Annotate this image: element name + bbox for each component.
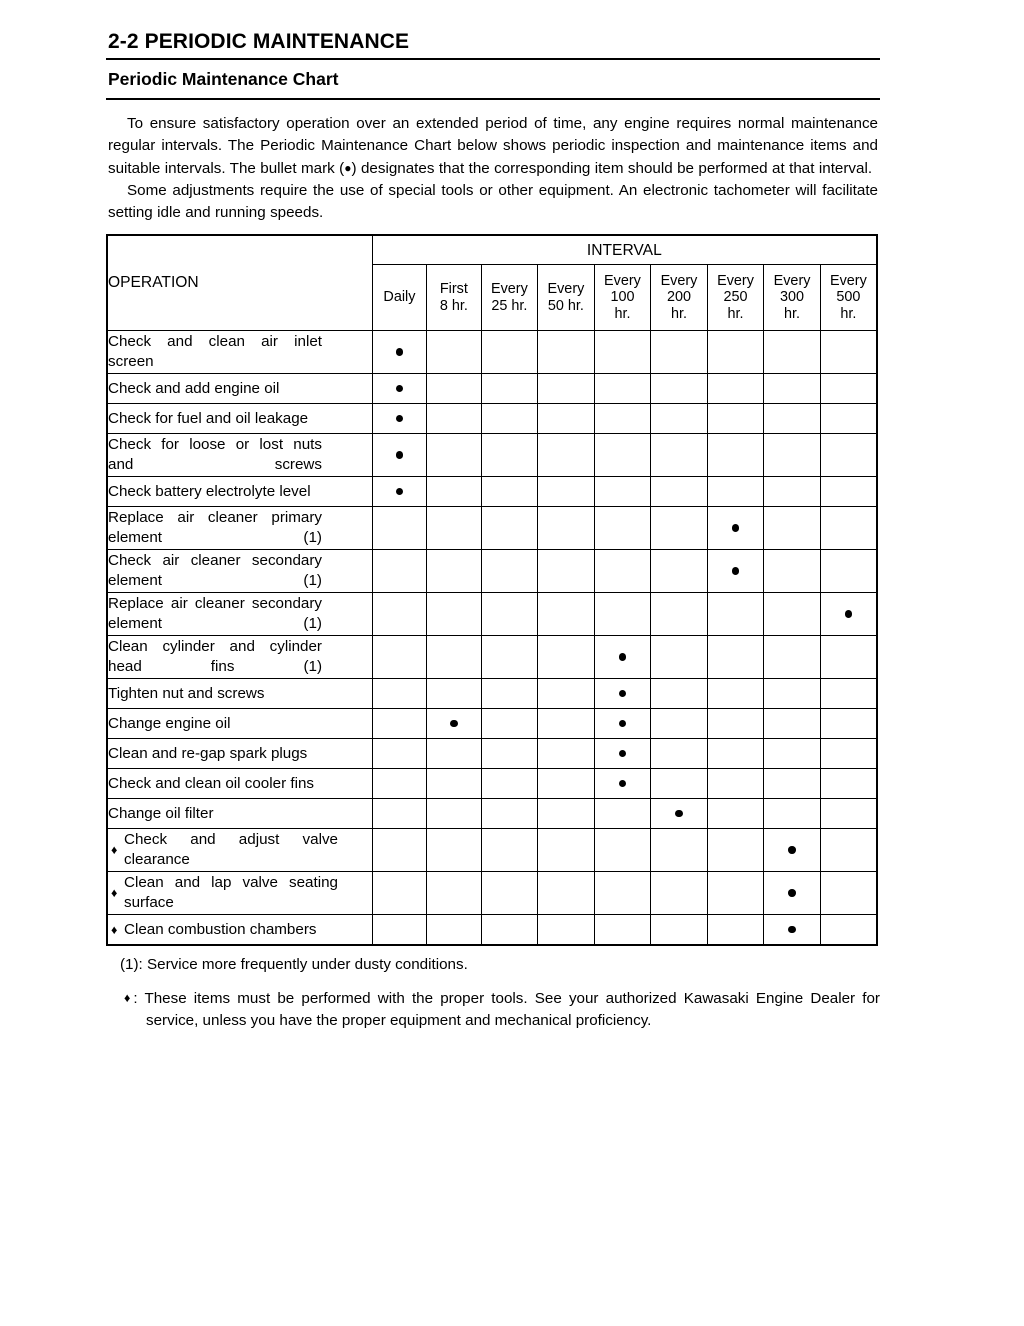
interval-cell-e25 [481,636,538,679]
interval-cell-e300 [764,679,821,709]
interval-cell-e500 [820,739,877,769]
bullet-mark-icon [619,720,627,728]
intro-text-b: ) designates that the corresponding item should be performed at that interval. [351,159,873,177]
interval-cell-first8 [427,739,481,769]
interval-cell-first8 [427,434,481,477]
interval-cell-e25 [481,374,538,404]
interval-cell-e250 [707,799,764,829]
interval-header-line: Every [490,281,528,298]
interval-cell-e25 [481,739,538,769]
interval-cell-e100 [594,477,651,507]
interval-cell-first8 [427,374,481,404]
interval-cell-e250 [707,769,764,799]
operation-label-line: Clean cylinder and cylinder [108,638,322,656]
interval-cell-e25 [481,331,538,374]
footnote-2-text: : These items must be performed with the proper tools. See your authorized Kawasaki Engine Dealer for service, unless you have the proper equipment and mechanical proficiency. [133,990,880,1030]
operation-cell [107,679,372,709]
operation-cell [107,477,372,507]
interval-cell-e25 [481,829,538,872]
interval-cell-e50 [538,829,595,872]
interval-header-e25 [481,265,538,331]
interval-cell-e300 [764,374,821,404]
interval-cell-e200 [651,550,708,593]
operation-label-line: Clean and lap valve seating [124,874,338,892]
bullet-mark-icon [675,810,683,818]
operation-label-line: Tighten nut and screws [108,684,265,702]
interval-cell-e500 [820,593,877,636]
interval-cell-e300 [764,709,821,739]
interval-cell-first8 [427,550,481,593]
interval-cell-daily [372,769,426,799]
interval-cell-e25 [481,550,538,593]
interval-cell-e100 [594,636,651,679]
interval-cell-e250 [707,331,764,374]
interval-cell-e250 [707,593,764,636]
table-row [107,374,877,404]
bullet-mark-icon [396,385,404,393]
interval-cell-e50 [538,507,595,550]
operation-cell [107,769,372,799]
interval-cell-e250 [707,434,764,477]
operation-label-line: Replace air cleaner primary [108,509,322,527]
interval-cell-e50 [538,477,595,507]
interval-cell-first8 [427,872,481,915]
interval-cell-first8 [427,769,481,799]
diamond-marker-icon: ♦ [111,842,118,857]
interval-header-line: 8 hr. [439,297,468,314]
interval-cell-e200 [651,404,708,434]
diamond-marker-icon: ♦ [111,885,118,900]
interval-cell-e200 [651,799,708,829]
interval-cell-e25 [481,799,538,829]
interval-cell-first8 [427,636,481,679]
interval-cell-e25 [481,507,538,550]
intro-text-2: Some adjustments require the use of special tools or other equipment. An electronic tachometer will facilitate setting idle and running speeds. [108,181,878,221]
interval-cell-e300 [764,769,821,799]
interval-header-daily [372,265,426,331]
maintenance-chart [106,234,880,946]
bullet-mark-icon [396,488,404,496]
interval-cell-daily [372,829,426,872]
interval-cell-first8 [427,679,481,709]
bullet-mark-icon [619,690,627,698]
interval-cell-e25 [481,593,538,636]
bullet-mark-icon [450,720,458,728]
operation-label-line: clearance [124,851,190,869]
interval-cell-e100 [594,829,651,872]
operation-cell [107,550,372,593]
interval-cell-e25 [481,434,538,477]
table-row [107,331,877,374]
interval-header-e300 [764,265,821,331]
interval-cell-first8 [427,915,481,946]
interval-cell-e100 [594,434,651,477]
operation-label-line: Check and clean air inlet [108,333,322,351]
operation-cell [107,593,372,636]
interval-header-line: Every [604,272,641,289]
operation-cell [107,739,372,769]
interval-cell-e300 [764,331,821,374]
interval-cell-first8 [427,709,481,739]
interval-header-e200 [651,265,708,331]
interval-cell-daily [372,434,426,477]
interval-cell-e250 [707,739,764,769]
interval-cell-e500 [820,331,877,374]
operation-cell [107,799,372,829]
interval-cell-e500 [820,769,877,799]
bullet-mark-icon [788,926,796,934]
interval-header-line: First [439,281,468,298]
interval-cell-daily [372,872,426,915]
bullet-mark-icon [732,567,740,575]
interval-header-line: 300 [780,289,805,306]
operation-cell [107,331,372,374]
bullet-mark-icon [396,415,404,423]
interval-header-line: hr. [727,306,744,323]
interval-cell-e200 [651,769,708,799]
interval-header-line: 50 hr. [547,297,584,314]
interval-header-line: Every [830,272,867,289]
interval-header-line: Every [547,281,585,298]
footnote-2 [120,988,880,1032]
interval-cell-daily [372,477,426,507]
operation-label-line: Replace air cleaner secondary [108,595,322,613]
interval-cell-daily [372,915,426,946]
operation-cell [107,507,372,550]
interval-cell-e300 [764,593,821,636]
operation-cell [107,374,372,404]
interval-cell-e250 [707,636,764,679]
interval-cell-e100 [594,374,651,404]
interval-cell-e250 [707,829,764,872]
operation-label-line: Check air cleaner secondary [108,552,322,570]
operation-label-line: Clean and re-gap spark plugs [108,744,308,762]
interval-cell-e500 [820,915,877,946]
operation-label-line: Check and add engine oil [108,379,280,397]
interval-cell-e100 [594,507,651,550]
interval-cell-e500 [820,507,877,550]
interval-cell-e200 [651,331,708,374]
interval-cell-e300 [764,477,821,507]
operation-label-line: screen [108,353,154,371]
interval-cell-e300 [764,829,821,872]
table-row [107,593,877,636]
operation-label-line: head fins (1) [108,658,322,676]
periodic-maintenance-table [106,234,878,946]
interval-header-line: 250 [723,289,748,306]
interval-cell-e300 [764,507,821,550]
interval-cell-e200 [651,709,708,739]
interval-cell-e200 [651,434,708,477]
header-row-top [107,235,877,265]
interval-header-line: 25 hr. [491,297,528,314]
interval-cell-e250 [707,915,764,946]
interval-cell-e250 [707,872,764,915]
interval-cell-e100 [594,404,651,434]
interval-cell-e200 [651,915,708,946]
table-row [107,434,877,477]
interval-cell-e50 [538,550,595,593]
interval-cell-e250 [707,477,764,507]
interval-cell-e500 [820,404,877,434]
operation-cell [107,404,372,434]
interval-cell-e300 [764,799,821,829]
page-content [106,30,880,1032]
interval-header-line: 200 [666,289,691,306]
interval-header-line: 100 [610,289,635,306]
interval-cell-first8 [427,829,481,872]
interval-cell-e100 [594,593,651,636]
interval-cell-e50 [538,679,595,709]
table-row [107,799,877,829]
interval-cell-e200 [651,829,708,872]
interval-cell-e250 [707,709,764,739]
operation-label-line: Check for loose or lost nuts [108,436,322,454]
bullet-mark-icon [788,846,796,854]
interval-cell-e500 [820,550,877,593]
interval-cell-e50 [538,434,595,477]
bullet-mark-icon [619,750,627,758]
interval-cell-daily [372,404,426,434]
interval-cell-e200 [651,507,708,550]
table-row [107,550,877,593]
interval-cell-e25 [481,679,538,709]
interval-header-e50 [538,265,595,331]
interval-cell-e50 [538,331,595,374]
interval-cell-e300 [764,915,821,946]
operation-column-header: OPERATION [107,235,372,331]
interval-header-line: hr. [670,306,687,323]
interval-cell-e25 [481,872,538,915]
interval-cell-e25 [481,709,538,739]
interval-cell-e300 [764,404,821,434]
operation-cell [107,829,372,872]
interval-cell-e100 [594,739,651,769]
interval-cell-e50 [538,709,595,739]
interval-cell-e100 [594,550,651,593]
operation-label-line: surface [124,894,174,912]
interval-cell-e50 [538,872,595,915]
bullet-mark-icon [619,653,627,661]
interval-cell-e300 [764,872,821,915]
interval-cell-e50 [538,593,595,636]
interval-header-line: Every [717,272,754,289]
interval-cell-e100 [594,769,651,799]
bullet-mark-icon [396,348,404,356]
interval-cell-e50 [538,636,595,679]
interval-cell-daily [372,374,426,404]
operation-cell [107,872,372,915]
bullet-mark-icon [732,524,740,532]
interval-cell-e200 [651,636,708,679]
intro-paragraph-2 [106,180,880,224]
diamond-marker-icon: ♦ [111,922,118,937]
operation-label-line: Clean combustion chambers [124,920,317,938]
operation-cell [107,636,372,679]
table-row [107,679,877,709]
interval-header-line: Every [660,272,698,289]
operation-label-line: Change oil filter [108,804,214,822]
interval-cell-daily [372,331,426,374]
interval-cell-e250 [707,507,764,550]
interval-cell-e50 [538,739,595,769]
interval-header-e500 [820,265,877,331]
interval-cell-daily [372,679,426,709]
interval-cell-e500 [820,829,877,872]
interval-cell-e300 [764,434,821,477]
interval-header-e100 [594,265,651,331]
table-row [107,739,877,769]
interval-cell-e25 [481,769,538,799]
bullet-mark-icon [619,780,627,788]
interval-cell-daily [372,739,426,769]
interval-cell-e500 [820,679,877,709]
operation-label-line: element (1) [108,615,322,633]
operation-cell [107,915,372,946]
operation-label-line: Check and adjust valve [124,831,338,849]
operation-label-line: and screws [108,456,322,474]
interval-cell-first8 [427,404,481,434]
interval-cell-first8 [427,507,481,550]
interval-header-line: hr. [784,306,801,323]
interval-cell-e50 [538,799,595,829]
table-row [107,829,877,872]
interval-cell-e50 [538,374,595,404]
operation-label-line: Change engine oil [108,714,231,732]
interval-cell-e500 [820,709,877,739]
interval-cell-e100 [594,872,651,915]
table-row [107,477,877,507]
interval-cell-daily [372,593,426,636]
interval-cell-daily [372,709,426,739]
intro-paragraph-1 [106,113,880,180]
operation-cell [107,434,372,477]
interval-cell-e250 [707,374,764,404]
interval-cell-e300 [764,636,821,679]
interval-cell-e500 [820,374,877,404]
interval-header-line: hr. [614,306,631,323]
table-body [107,331,877,946]
table-row [107,709,877,739]
interval-cell-first8 [427,477,481,507]
interval-header-line: Every [773,272,811,289]
bullet-mark-icon [396,451,404,459]
interval-header-line: 500 [836,289,861,306]
interval-header-first8 [427,265,481,331]
interval-header-line: Daily [383,289,416,306]
page-title: 2-2 PERIODIC MAINTENANCE [108,30,410,53]
operation-label-line: element (1) [108,529,322,547]
interval-cell-e200 [651,739,708,769]
interval-header-e250 [707,265,764,331]
diamond-glyph-icon: ♦ [124,991,134,1006]
interval-cell-e50 [538,404,595,434]
interval-cell-e200 [651,374,708,404]
interval-cell-e100 [594,799,651,829]
interval-cell-first8 [427,593,481,636]
interval-cell-e100 [594,679,651,709]
footnotes [106,954,880,1032]
bullet-mark-icon [845,610,853,618]
interval-cell-e50 [538,915,595,946]
interval-cell-daily [372,550,426,593]
interval-cell-e100 [594,915,651,946]
operation-label-line: Check battery electrolyte level [108,482,311,500]
table-head [107,235,877,331]
table-row [107,404,877,434]
interval-cell-e500 [820,872,877,915]
interval-cell-daily [372,636,426,679]
intro-text-a: To ensure satisfactory operation over an extended period of time, any engine requires normal maintenance regular intervals. The Periodic Maintenance Chart below shows periodic inspection and maintenance items and suitable intervals. The bullet mark ( [108,115,878,177]
interval-cell-e200 [651,872,708,915]
interval-cell-first8 [427,331,481,374]
interval-cell-e200 [651,679,708,709]
interval-cell-first8 [427,799,481,829]
interval-cell-e500 [820,477,877,507]
table-row [107,507,877,550]
section-title: Periodic Maintenance Chart [108,69,339,90]
table-row [107,872,877,915]
table-row [107,769,877,799]
section-divider [106,98,880,100]
interval-cell-e300 [764,550,821,593]
operation-label-line: Check and clean oil cooler fins [108,774,314,792]
interval-cell-e250 [707,550,764,593]
interval-header-line: hr. [840,306,857,323]
interval-cell-e500 [820,636,877,679]
interval-cell-e250 [707,679,764,709]
interval-cell-e200 [651,593,708,636]
interval-cell-e250 [707,404,764,434]
table-row [107,915,877,946]
table-row [107,636,877,679]
interval-cell-e100 [594,709,651,739]
operation-cell [107,709,372,739]
interval-cell-e200 [651,477,708,507]
interval-cell-e300 [764,739,821,769]
operation-label-line: Check for fuel and oil leakage [108,409,309,427]
interval-cell-e25 [481,404,538,434]
interval-cell-e25 [481,477,538,507]
operation-label-line: element (1) [108,572,322,590]
interval-group-header: INTERVAL [372,235,877,265]
bullet-glyph-icon: ● [344,160,352,175]
interval-cell-e50 [538,769,595,799]
interval-cell-e500 [820,799,877,829]
interval-cell-e100 [594,331,651,374]
interval-cell-e500 [820,434,877,477]
interval-cell-e25 [481,915,538,946]
interval-cell-daily [372,507,426,550]
footnote-1: (1): Service more frequently under dusty conditions. [120,956,468,974]
interval-cell-daily [372,799,426,829]
bullet-mark-icon [788,889,796,897]
